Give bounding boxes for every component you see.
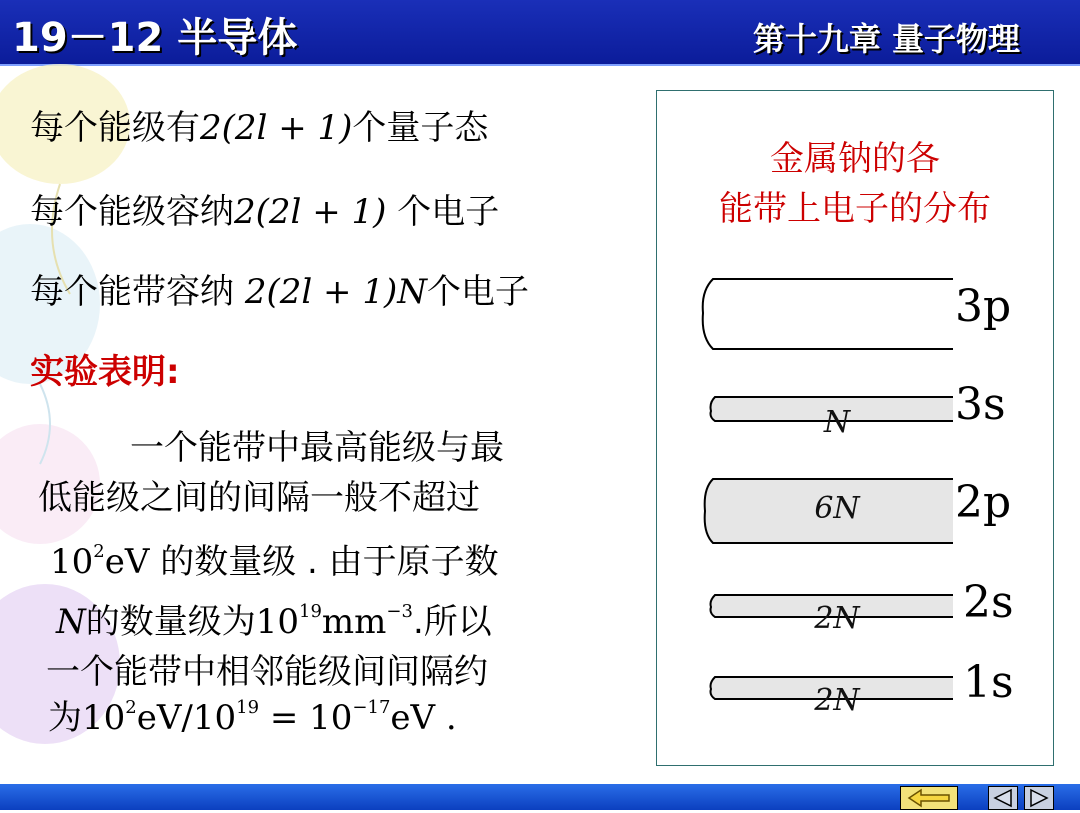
para6-formula-d: eV	[390, 698, 436, 738]
energy-level-electrons-line	[30, 184, 499, 233]
triangle-left-icon	[989, 787, 1017, 809]
para4-text1: 的数量级为	[85, 602, 256, 642]
energy-band-electrons-line	[30, 264, 529, 313]
para4-unit-exp: −3	[386, 601, 413, 622]
para4-unit: mm	[321, 602, 387, 642]
band-count-2p: 6N	[814, 491, 860, 526]
paragraph-line-4	[56, 594, 492, 643]
panel-title-line-1: 金属钠的各	[770, 139, 940, 179]
para4-n: N	[56, 602, 86, 642]
header-bar	[0, 0, 1080, 66]
band-label-2s: 2s	[963, 577, 1014, 628]
para4-exp: 19	[299, 601, 322, 622]
line2-prefix: 每个能级容纳	[30, 192, 234, 232]
paragraph-line-5: 一个能带中相邻能级间间隔约	[46, 652, 488, 692]
paragraph-line-3	[50, 534, 499, 583]
para6-formula-c: = 10	[259, 698, 353, 738]
band-label-3s: 3s	[955, 379, 1006, 430]
line2-suffix: 个电子	[397, 192, 500, 232]
slide-title: 19－12 半导体	[12, 15, 298, 61]
line2-formula: 2(2l + 1)	[234, 192, 387, 232]
para6-exp-c: −17	[352, 697, 391, 718]
line1-suffix: 个量子态	[352, 108, 489, 148]
band-label-1s: 1s	[963, 657, 1014, 708]
previous-page-button[interactable]	[988, 786, 1018, 810]
para6-prefix: 为	[48, 698, 82, 738]
para3-text: 的数量级 . 由于原子数	[160, 542, 499, 582]
line3-prefix: 每个能带容纳	[30, 272, 234, 312]
para3-exp: 2	[93, 541, 105, 562]
band-count-1s: 2N	[814, 683, 860, 718]
energy-level-states-line	[30, 100, 488, 149]
back-button[interactable]	[900, 786, 958, 810]
band-label-3p: 3p	[955, 281, 1012, 332]
paragraph-line-6	[48, 690, 457, 739]
line1-formula: 2(2l + 1)	[200, 108, 353, 148]
paragraph-line-1: 一个能带中最高能级与最	[130, 428, 504, 468]
line3-suffix: 个电子	[426, 272, 529, 312]
band-count-2s: 2N	[814, 601, 860, 636]
para4-base: 10	[255, 602, 300, 642]
next-page-button[interactable]	[1024, 786, 1054, 810]
experiment-label: 实验表明:	[30, 352, 180, 392]
band-label-2p: 2p	[955, 477, 1012, 528]
line3-formula: 2(2l + 1)	[244, 272, 398, 312]
line3-n: N	[397, 272, 427, 312]
para6-formula-b: eV/10	[136, 698, 237, 738]
panel-title-line-2: 能带上电子的分布	[719, 189, 991, 229]
para6-exp-a: 2	[125, 697, 137, 718]
para3-unit: eV	[104, 542, 150, 582]
line1-prefix: 每个能级有	[30, 108, 200, 148]
band-3p-shape	[703, 279, 953, 349]
para4-text2: .所以	[412, 602, 492, 642]
para3-base: 10	[50, 542, 94, 582]
band-diagram-panel	[656, 90, 1054, 766]
chapter-title: 第十九章 量子物理	[752, 20, 1020, 58]
band-count-3s: N	[823, 405, 851, 440]
para6-formula-a: 10	[82, 698, 126, 738]
triangle-right-icon	[1025, 787, 1053, 809]
para6-exp-b: 19	[236, 697, 260, 718]
return-arrow-icon	[901, 787, 957, 809]
paragraph-line-2: 低能级之间的间隔一般不超过	[38, 478, 480, 518]
para6-end: .	[435, 698, 457, 738]
